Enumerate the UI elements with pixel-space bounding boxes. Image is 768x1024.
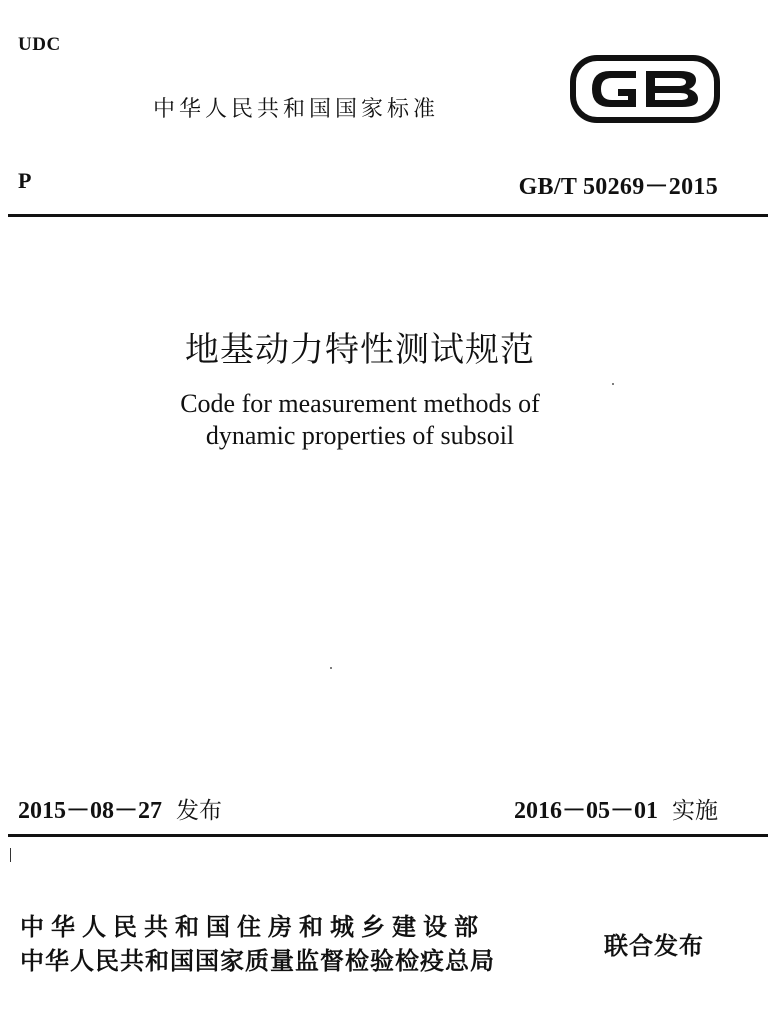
title-english xyxy=(0,388,720,452)
scan-mark xyxy=(10,848,11,862)
implementation-date: 2016－05－01 xyxy=(514,798,658,824)
standard-number: GB/T 50269－2015 xyxy=(518,174,718,200)
issue-date: 2015－08－27 xyxy=(18,798,162,824)
issuer-ministry: 中华人民共和国住房和城乡建设部 xyxy=(20,913,485,941)
title-chinese: 地基动力特性测试规范 xyxy=(185,330,535,370)
top-divider xyxy=(8,214,768,217)
national-standard-heading: 中华人民共和国国家标准 xyxy=(153,97,440,122)
issue-label: 发布 xyxy=(176,798,222,824)
scan-speck xyxy=(612,383,614,385)
implementation-label: 实施 xyxy=(672,798,718,824)
title-english-line-2: dynamic properties of subsoil xyxy=(205,421,515,450)
joint-issue-label: 联合发布 xyxy=(604,932,704,960)
udc-label: UDC xyxy=(18,34,61,55)
classification-code: P xyxy=(18,168,32,193)
scan-speck xyxy=(330,667,332,669)
issue-date-block xyxy=(18,790,222,825)
implementation-date-block xyxy=(514,790,718,825)
bottom-divider xyxy=(8,834,768,837)
title-english-line-1: Code for measurement methods of xyxy=(180,389,540,418)
issuer-aqsiq: 中华人民共和国国家质量监督检验检疫总局 xyxy=(20,947,495,975)
gb-logo xyxy=(570,55,720,123)
